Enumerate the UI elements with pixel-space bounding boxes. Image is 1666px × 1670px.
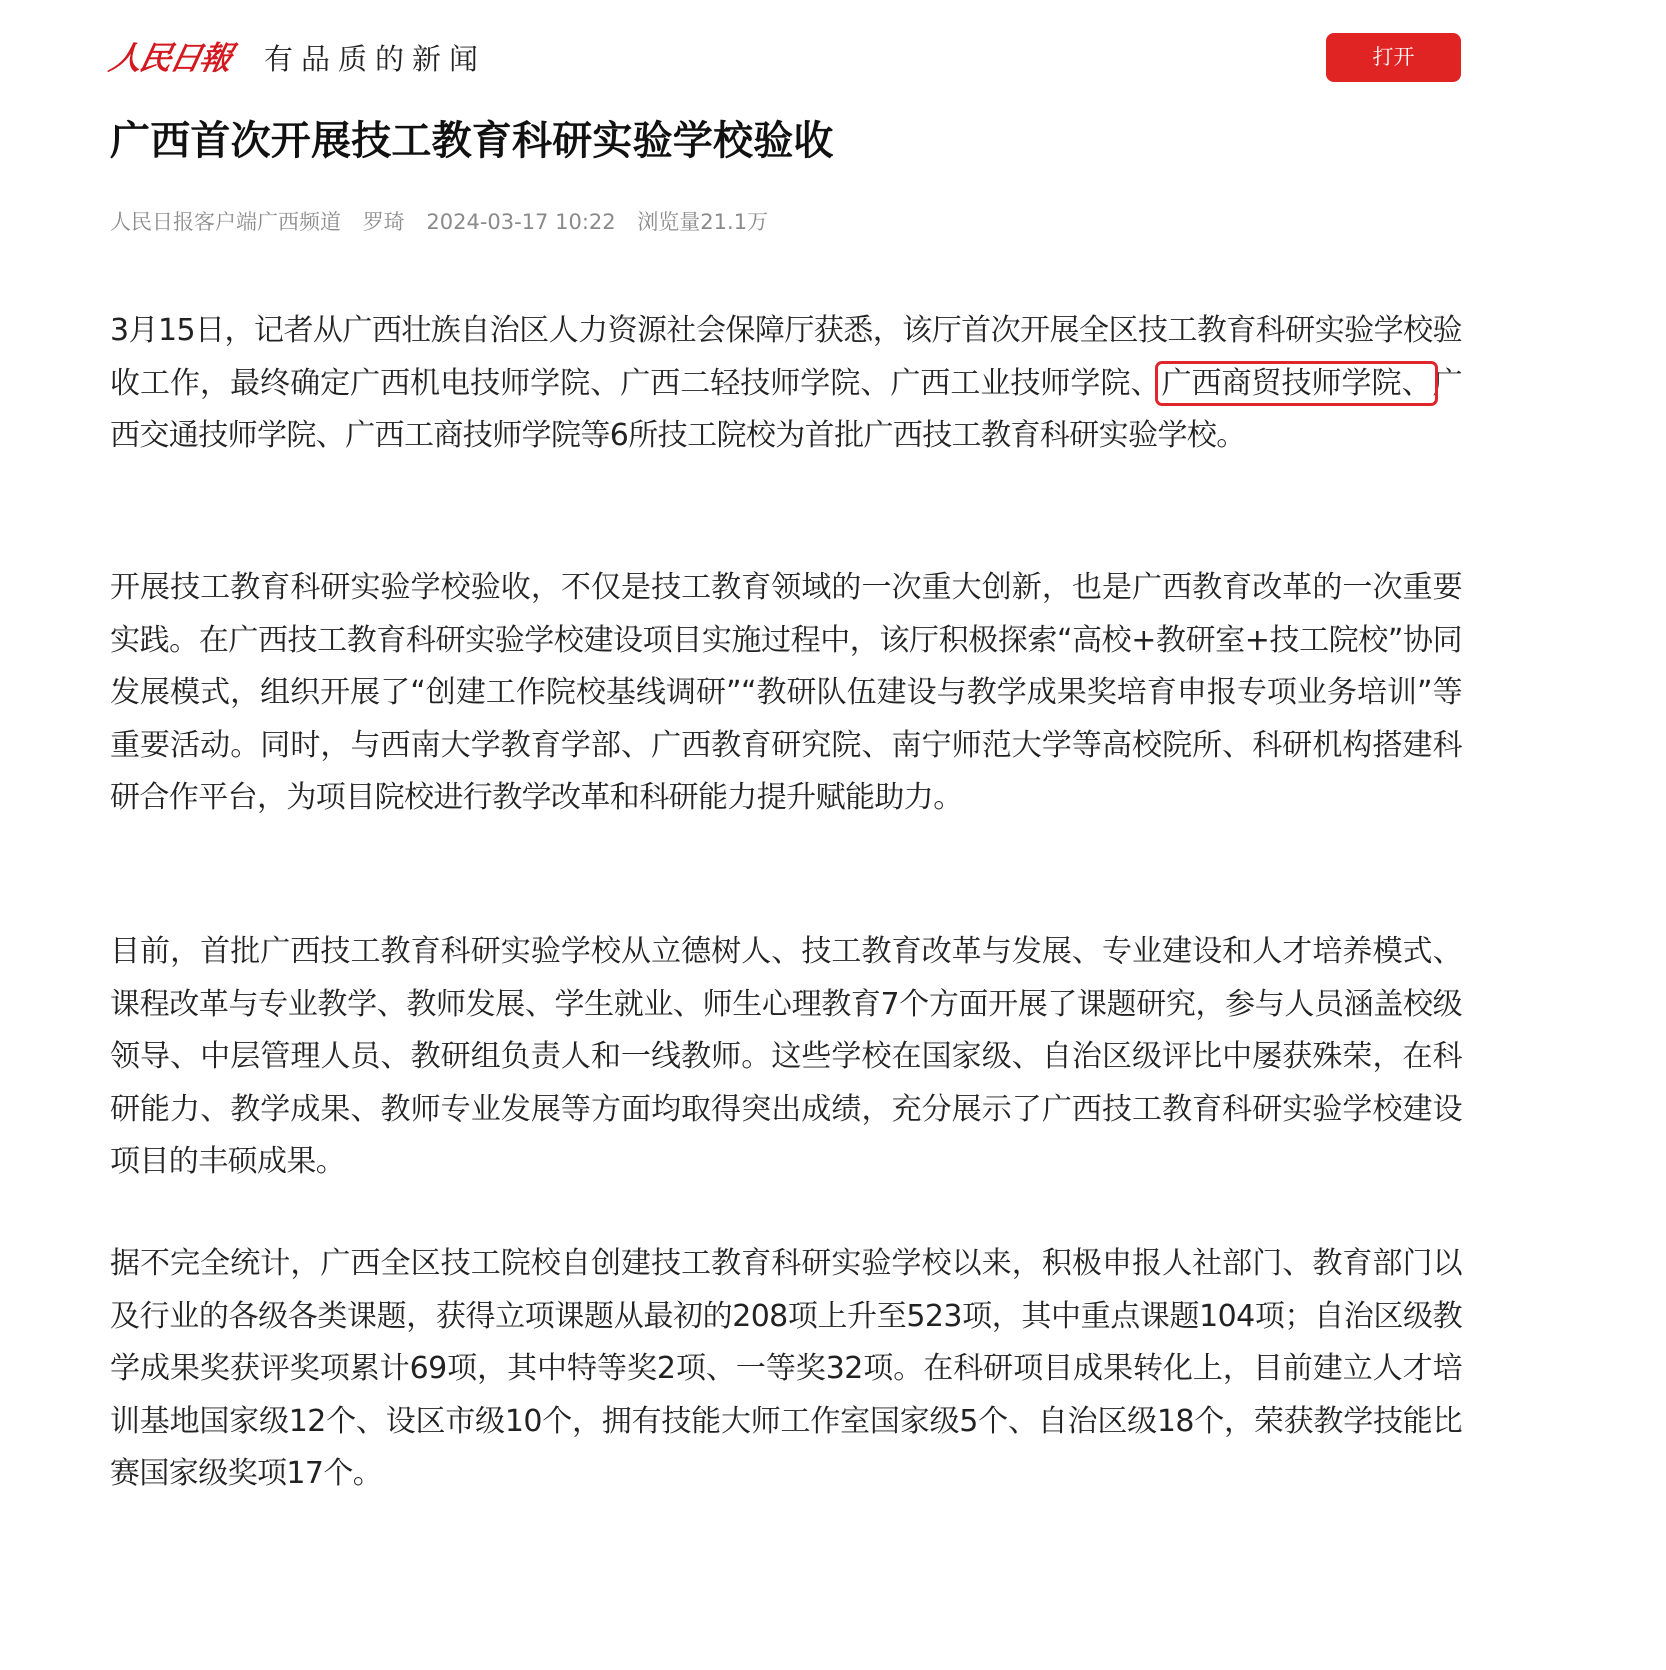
open-app-button[interactable]: 打开: [1326, 33, 1461, 82]
paragraph-1: [110, 305, 1462, 463]
article-views: 浏览量21.1万: [637, 210, 769, 234]
article-meta: [110, 204, 1462, 240]
article-source[interactable]: 人民日报客户端广西频道: [110, 210, 341, 234]
paragraph-1-text-after: 广西交通技师学院、广西工商技师学院等6所技工院校为首批广西技工教育科研实验学校。: [110, 365, 1462, 453]
article-author: 罗琦: [362, 210, 405, 234]
header-slogan: 有品质的新闻: [264, 42, 487, 76]
article-datetime: 2024-03-17 10:22: [426, 210, 616, 234]
paragraph-3: 目前，首批广西技工教育科研实验学校从立德树人、技工教育改革与发展、专业建设和人才培养模式、课程改革与专业教学、教师发展、学生就业、师生心理教育7个方面开展了课题研究，参与人员涵盖校级领导、中层管理人员、教研组负责人和一线教师。这些学校在国家级、自治区级评比中屡获殊荣，在科研能力、教学成果、教师专业发展等方面均取得突出成绩，充分展示了广西技工教育科研实验学校建设项目的丰硕成果。: [110, 934, 1462, 1179]
paragraph-4: 据不完全统计，广西全区技工院校自创建技工教育科研实验学校以来，积极申报人社部门、教育部门以及行业的各级各类课题，获得立项课题从最初的208项上升至523项，其中重点课题104项；自治区级教学成果奖获评奖项累计69项，其中特等奖2项、一等奖32项。在科研项目成果转化上，目前建立人才培训基地国家级12个、设区市级10个，拥有技能大师工作室国家级5个、自治区级18个，荣获教学技能比赛国家级奖项17个。: [110, 1246, 1462, 1491]
paragraph-2: 开展技工教育科研实验学校验收，不仅是技工教育领域的一次重大创新，也是广西教育改革的一次重要实践。在广西技工教育科研实验学校建设项目实施过程中，该厅积极探索“高校+教研室+技工院校”协同发展模式，组织开展了“创建工作院校基线调研”“教研队伍建设与教学成果奖培育申报专项业务培训”等重要活动。同时，与西南大学教育学部、广西教育研究院、南宁师范大学等高校院所、科研机构搭建科研合作平台，为项目院校进行教学改革和科研能力提升赋能助力。: [110, 570, 1462, 815]
paragraph-1-text-before: 3月15日，记者从广西壮族自治区人力资源社会保障厅获悉，该厅首次开展全区技工教育科研实验学校验收工作，最终确定广西机电技师学院、广西二轻技师学院、广西工业技师学院、: [110, 313, 1462, 401]
people-daily-logo: 人民日報: [105, 39, 235, 77]
highlighted-school-name: 广西商贸技师学院、: [1161, 365, 1432, 401]
article-title: 广西首次开展技工教育科研实验学校验收: [110, 118, 834, 164]
